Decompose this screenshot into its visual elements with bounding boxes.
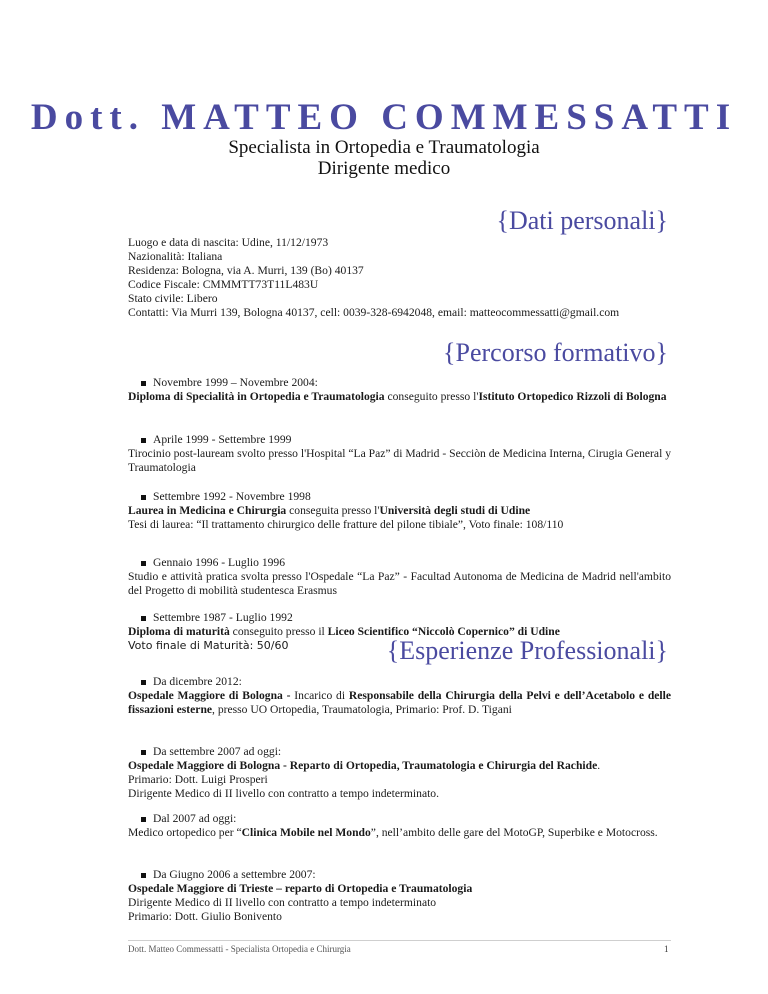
education-entry	[128, 490, 671, 532]
section-title-personal: {Dati personali}	[496, 206, 668, 235]
experience-entry	[128, 812, 671, 840]
education-entry	[128, 376, 671, 404]
entry-text: Ospedale Maggiore di Bologna - Incarico di Responsabile della Chirurgia della Pelvi e dell’Acetabolo e delle fissazioni esterne, presso UO Ortopedia, Traumatologia, Primario: Prof. D. Tigani	[128, 689, 671, 716]
entry-text: Studio e attività pratica svolta presso l'Ospedale “La Paz” - Facultad Autonoma de Medicina de Madrid nell'ambito del Progetto di mobilità studentesca Erasmus	[128, 570, 671, 597]
cv-name: Dott. MATTEO COMMESSATTI	[30, 97, 738, 138]
entry-date: Settembre 1992 - Novembre 1998	[128, 490, 671, 504]
entry-date: Da Giugno 2006 a settembre 2007:	[128, 868, 671, 882]
personal-line: Codice Fiscale: CMMMTT73T11L483U	[128, 278, 319, 291]
entry-text: Voto finale di Maturità: 50/60	[128, 639, 289, 652]
entry-text: Laurea in Medicina e Chirurgia conseguita presso l'Università degli studi di Udine	[128, 504, 531, 517]
entry-date: Aprile 1999 - Settembre 1999	[128, 433, 671, 447]
entry-date: Settembre 1987 - Luglio 1992	[128, 611, 671, 625]
education-entry	[128, 556, 671, 598]
entry-text: Primario: Dott. Giulio Bonivento	[128, 910, 282, 923]
personal-data-block	[128, 236, 671, 320]
section-title-education: {Percorso formativo}	[443, 338, 668, 367]
footer-divider	[128, 940, 671, 941]
entry-text: Ospedale Maggiore di Trieste – reparto di Ortopedia e Traumatologia	[128, 882, 473, 895]
role-subtitle: Dirigente medico	[317, 158, 451, 179]
entry-date: Dal 2007 ad oggi:	[128, 812, 671, 826]
entry-text: Ospedale Maggiore di Bologna - Reparto di Ortopedia, Traumatologia e Chirurgia del Rachide.	[128, 759, 601, 772]
personal-line: Nazionalità: Italiana	[128, 250, 223, 263]
entry-text: Diploma di Specialità in Ortopedia e Traumatologia conseguito presso l'Istituto Ortopedico Rizzoli di Bologna	[128, 390, 667, 403]
entry-text: Diploma di maturità conseguito presso il Liceo Scientifico “Niccolò Copernico” di Udine	[128, 625, 560, 638]
footer-text: Dott. Matteo Commessatti - Specialista Ortopedia e Chirurgia	[128, 944, 351, 954]
entry-date: Gennaio 1996 - Luglio 1996	[128, 556, 671, 570]
entry-text: Tesi di laurea: “Il trattamento chirurgico delle fratture del pilone tibiale”, Voto finale: 108/110	[128, 518, 564, 531]
personal-line: Residenza: Bologna, via A. Murri, 139 (Bo) 40137	[128, 264, 364, 277]
personal-line: Luogo e data di nascita: Udine, 11/12/1973	[128, 236, 329, 249]
experience-entry	[128, 868, 671, 924]
personal-line: Stato civile: Libero	[128, 292, 218, 305]
experience-entry	[128, 745, 671, 801]
entry-date: Novembre 1999 – Novembre 2004:	[128, 376, 671, 390]
entry-date: Da settembre 2007 ad oggi:	[128, 745, 671, 759]
section-title-experience: {Esperienze Professionali}	[386, 636, 668, 665]
entry-date: Da dicembre 2012:	[128, 675, 671, 689]
entry-text: Tirocinio post-lauream svolto presso l'Hospital “La Paz” di Madrid - Secciòn de Medicina Interna, Cirugia General y Traumatologia	[128, 447, 671, 474]
page-number: 1	[664, 944, 669, 954]
experience-entry	[128, 675, 671, 717]
education-entry	[128, 433, 671, 475]
personal-line: Contatti: Via Murri 139, Bologna 40137, cell: 0039-328-6942048, email: matteocommessatti@gmail.com	[128, 306, 620, 319]
entry-text: Dirigente Medico di II livello con contratto a tempo indeterminato.	[128, 787, 440, 800]
specialty-subtitle: Specialista in Ortopedia e Traumatologia	[228, 137, 540, 158]
entry-text: Dirigente Medico di II livello con contratto a tempo indeterminato	[128, 896, 437, 909]
entry-text: Medico ortopedico per “Clinica Mobile nel Mondo”, nell’ambito delle gare del MotoGP, Superbike e Motocross.	[128, 826, 658, 839]
entry-text: Primario: Dott. Luigi Prosperi	[128, 773, 268, 786]
